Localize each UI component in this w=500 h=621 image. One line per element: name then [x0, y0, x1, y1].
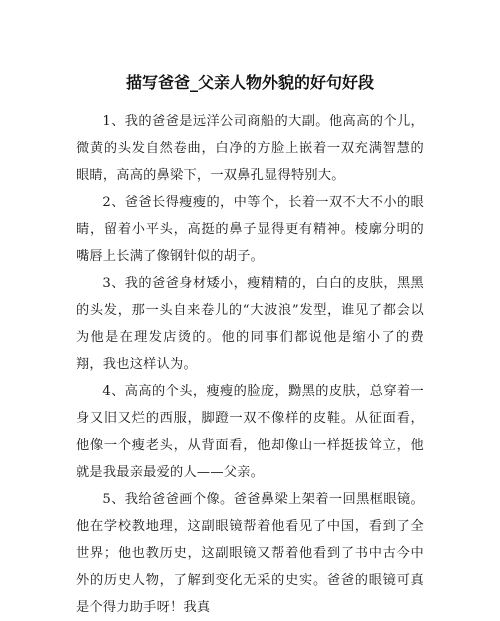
document-title: 描写爸爸_父亲人物外貌的好句好段 — [125, 73, 374, 92]
paragraph-4: 4、高高的个头，瘦瘦的脸庞，黝黑的皮肤，总穿着一身又旧又烂的西服，脚蹬一双不像样的皮鞋。从征面看，他像一个瘦老头，从背面看，他却像山一样挺拔耸立，他就是我最亲最爱的人——父亲。 — [76, 384, 424, 480]
paragraph-5: 5、我给爸爸画个像。爸爸鼻梁上架着一回黑框眼镜。他在学校教地理，这副眼镜帮着他看见了中国，看到了全世界；他也教历史，这副眼镜又帮着他看到了书中古今中外的历史人物，了解到变化无采的史实。爸爸的眼镜可真是个得力助手呀！我真 — [76, 492, 424, 615]
paragraph-1: 1、我的爸爸是远洋公司商船的大副。他高高的个儿，微黄的头发自然卷曲，白净的方脸上嵌着一双充满智慧的眼睛，高高的鼻梁下，一双鼻孔显得特别大。 — [76, 114, 424, 183]
paragraph-3: 3、我的爸爸身材矮小，瘦精精的，白白的皮肤，黑黑的头发，那一头自来卷儿的“大波浪”发型，谁见了都会以为他是在理发店烫的。他的同事们都说他是缩小了的费翔，我也这样认为。 — [76, 276, 424, 372]
paragraph-2: 2、爸爸长得瘦瘦的，中等个，长着一双不大不小的眼睛，留着小平头，高挺的鼻子显得更有精神。棱廓分明的嘴唇上长满了像钢针似的胡子。 — [76, 195, 424, 264]
document-body — [76, 108, 424, 621]
